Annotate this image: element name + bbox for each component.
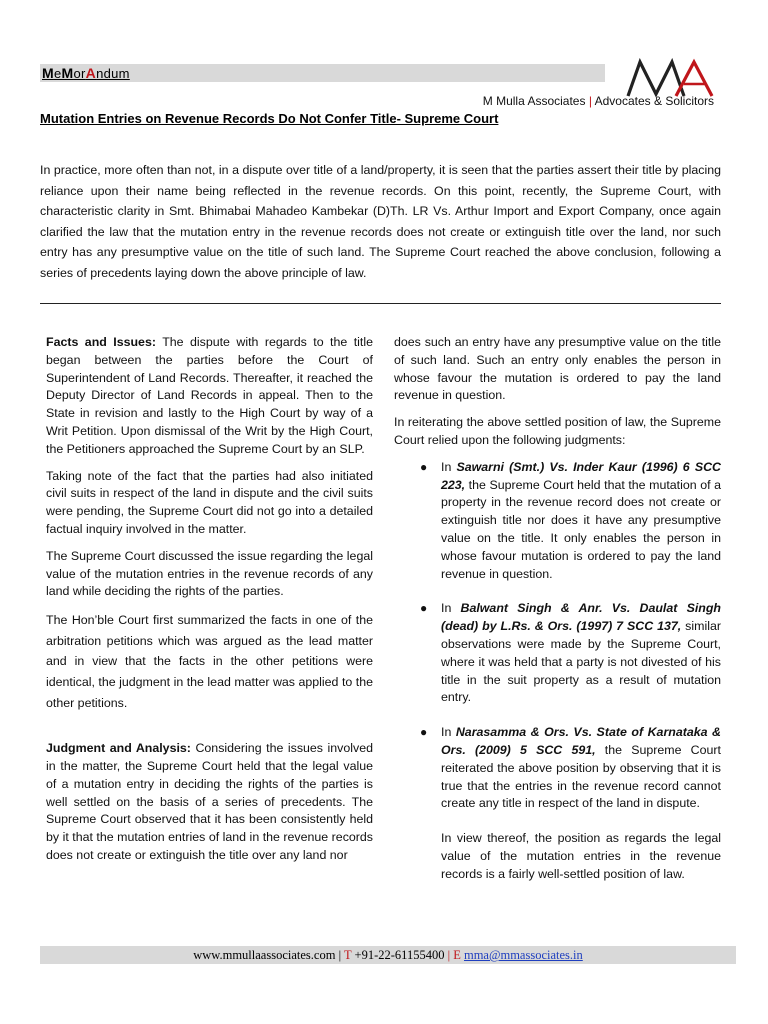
judgment-paragraph: Judgment and Analysis: Considering the issues involved in the matter, the Supreme Court held that the legal value of a mutation entry in deciding the rights of the parties is well settled on the basis of a series of precedents. The Supreme Court observed that it has been consistently held by it that the mutation entries of land in the revenue records does not create or extinguish the title over any land nor <box>46 741 374 862</box>
email-link[interactable]: mma@mmassociates.in <box>463 948 583 962</box>
case-citation: Balwant Singh & Anr. Vs. Daulat Singh (dead) by L.Rs. & Ors. (1997) 7 SCC 137, <box>441 601 721 634</box>
lead-matter-paragraph: The Hon’ble Court first summarized the facts in one of the arbitration petitions which was argued as the lead matter and in view that the facts in the other petitions were identical, the judgment in the lead matter was applied to the other petitions. <box>46 613 373 710</box>
conclusion-paragraph: In view thereof, the position as regards the legal value of the mutation entries in the revenue records is a fairly well-settled position of law. <box>441 831 721 881</box>
bullet-icon: ● <box>420 459 428 474</box>
case-citation: Narasamma & Ors. Vs. State of Karnataka & Ors. (2009) 5 SCC 591, <box>441 725 721 757</box>
memorandum-bar <box>40 64 605 82</box>
list-item: ● In Sawarni (Smt.) Vs. Inder Kaur (1996) 6 SCC 223, the Supreme Court held that the mutation of a property in the revenue record does not create or extinguish title nor does it have any presumptive value on the title. It only enables the person in whose favour mutation is ordered to pay the land revenue in question. <box>420 459 721 581</box>
firm-line <box>483 94 714 108</box>
footer-bar: www.mmullaassociates.com | T +91-22-61155400 | E mma@mmassociates.in <box>40 946 736 964</box>
case-citation: Sawarni (Smt.) Vs. Inder Kaur (1996) 6 SCC 223, <box>441 459 721 492</box>
civil-suits-paragraph: Taking note of the fact that the parties had also initiated civil suits in respect of the land in dispute and the civil suits were pending, the Supreme Court did not go into a detailed factual inquiry involved in the matter. <box>46 468 373 536</box>
case-list <box>394 459 721 813</box>
list-item: ● In Balwant Singh & Anr. Vs. Daulat Singh (dead) by L.Rs. & Ors. (1997) 7 SCC 137, similar observations were made by the Supreme Court, where it was held that a party is not divested of his title in the suit property as a result of mutation entry. <box>420 601 721 705</box>
facts-paragraph: Facts and Issues: The dispute with regards to the title began between the parties before the Court of Superintendent of Land Records. Thereafter, it reached the Deputy Director of Land Records in appeal. Then to the State in revision and lastly to the High Court by way of a Writ Petition. Upon dismissal of the Writ by the High Court, the Petitioners approached the Supreme Court by an SLP. <box>46 335 374 456</box>
firm-name: M Mulla Associates <box>482 94 586 108</box>
intro-paragraph: In practice, more often than not, in a dispute over title of a land/property, it is seen that the parties assert their title by placing reliance upon their name being reflected in the revenue records. On this point, recently, the Supreme Court, with characteristic clarity in Smt. Bhimabai Mahadeo Kambekar (D)Th. LR Vs. Arthur Import and Export Company, once again clarified the law that the mutation entry in the revenue records does not create or extinguish title over the land, nor such entry has any presumptive value on the title of such land. The Supreme Court reached the above conclusion, following a series of precedents laying down the above principle of law. <box>40 163 721 280</box>
email-label: E <box>453 948 461 962</box>
reiterate-paragraph: In reiterating the above settled position of law, the Supreme Court relied upon the following judgments: <box>394 415 721 447</box>
list-item: ● In Narasamma & Ors. Vs. State of Karnataka & Ors. (2009) 5 SCC 591, the Supreme Court reiterated the above position by observing that it is true that the entries in the revenue record cannot create any title in respect of the land in dispute. <box>420 725 721 811</box>
left-column <box>46 334 373 874</box>
mma-logo <box>626 58 716 98</box>
section-divider <box>40 303 721 304</box>
firm-separator: | <box>588 94 592 108</box>
memorandum-label: MeMorAndum <box>42 65 130 81</box>
website-link[interactable]: www.mmullaassociates.com <box>193 948 336 962</box>
right-column <box>394 334 721 893</box>
phone-label: T <box>343 948 352 962</box>
issue-paragraph: The Supreme Court discussed the issue regarding the legal value of the mutation entries in the revenue records of any land while deciding the rights of the parties. <box>46 548 373 599</box>
phone-number: +91-22-61155400 <box>354 948 445 962</box>
facts-heading: Facts and Issues: <box>46 335 156 349</box>
document-title: Mutation Entries on Revenue Records Do Not Confer Title- Supreme Court <box>40 111 499 126</box>
bullet-icon: ● <box>420 601 428 616</box>
continuation-paragraph: does such an entry have any presumptive value on the title of such land. Such an entry only enables the person in whose favour the mutation is ordered to pay the land revenue in question. <box>394 335 721 403</box>
judgment-heading: Judgment and Analysis: <box>46 741 191 756</box>
firm-tagline: Advocates & Solicitors <box>594 94 714 108</box>
bullet-icon: ● <box>420 725 428 740</box>
